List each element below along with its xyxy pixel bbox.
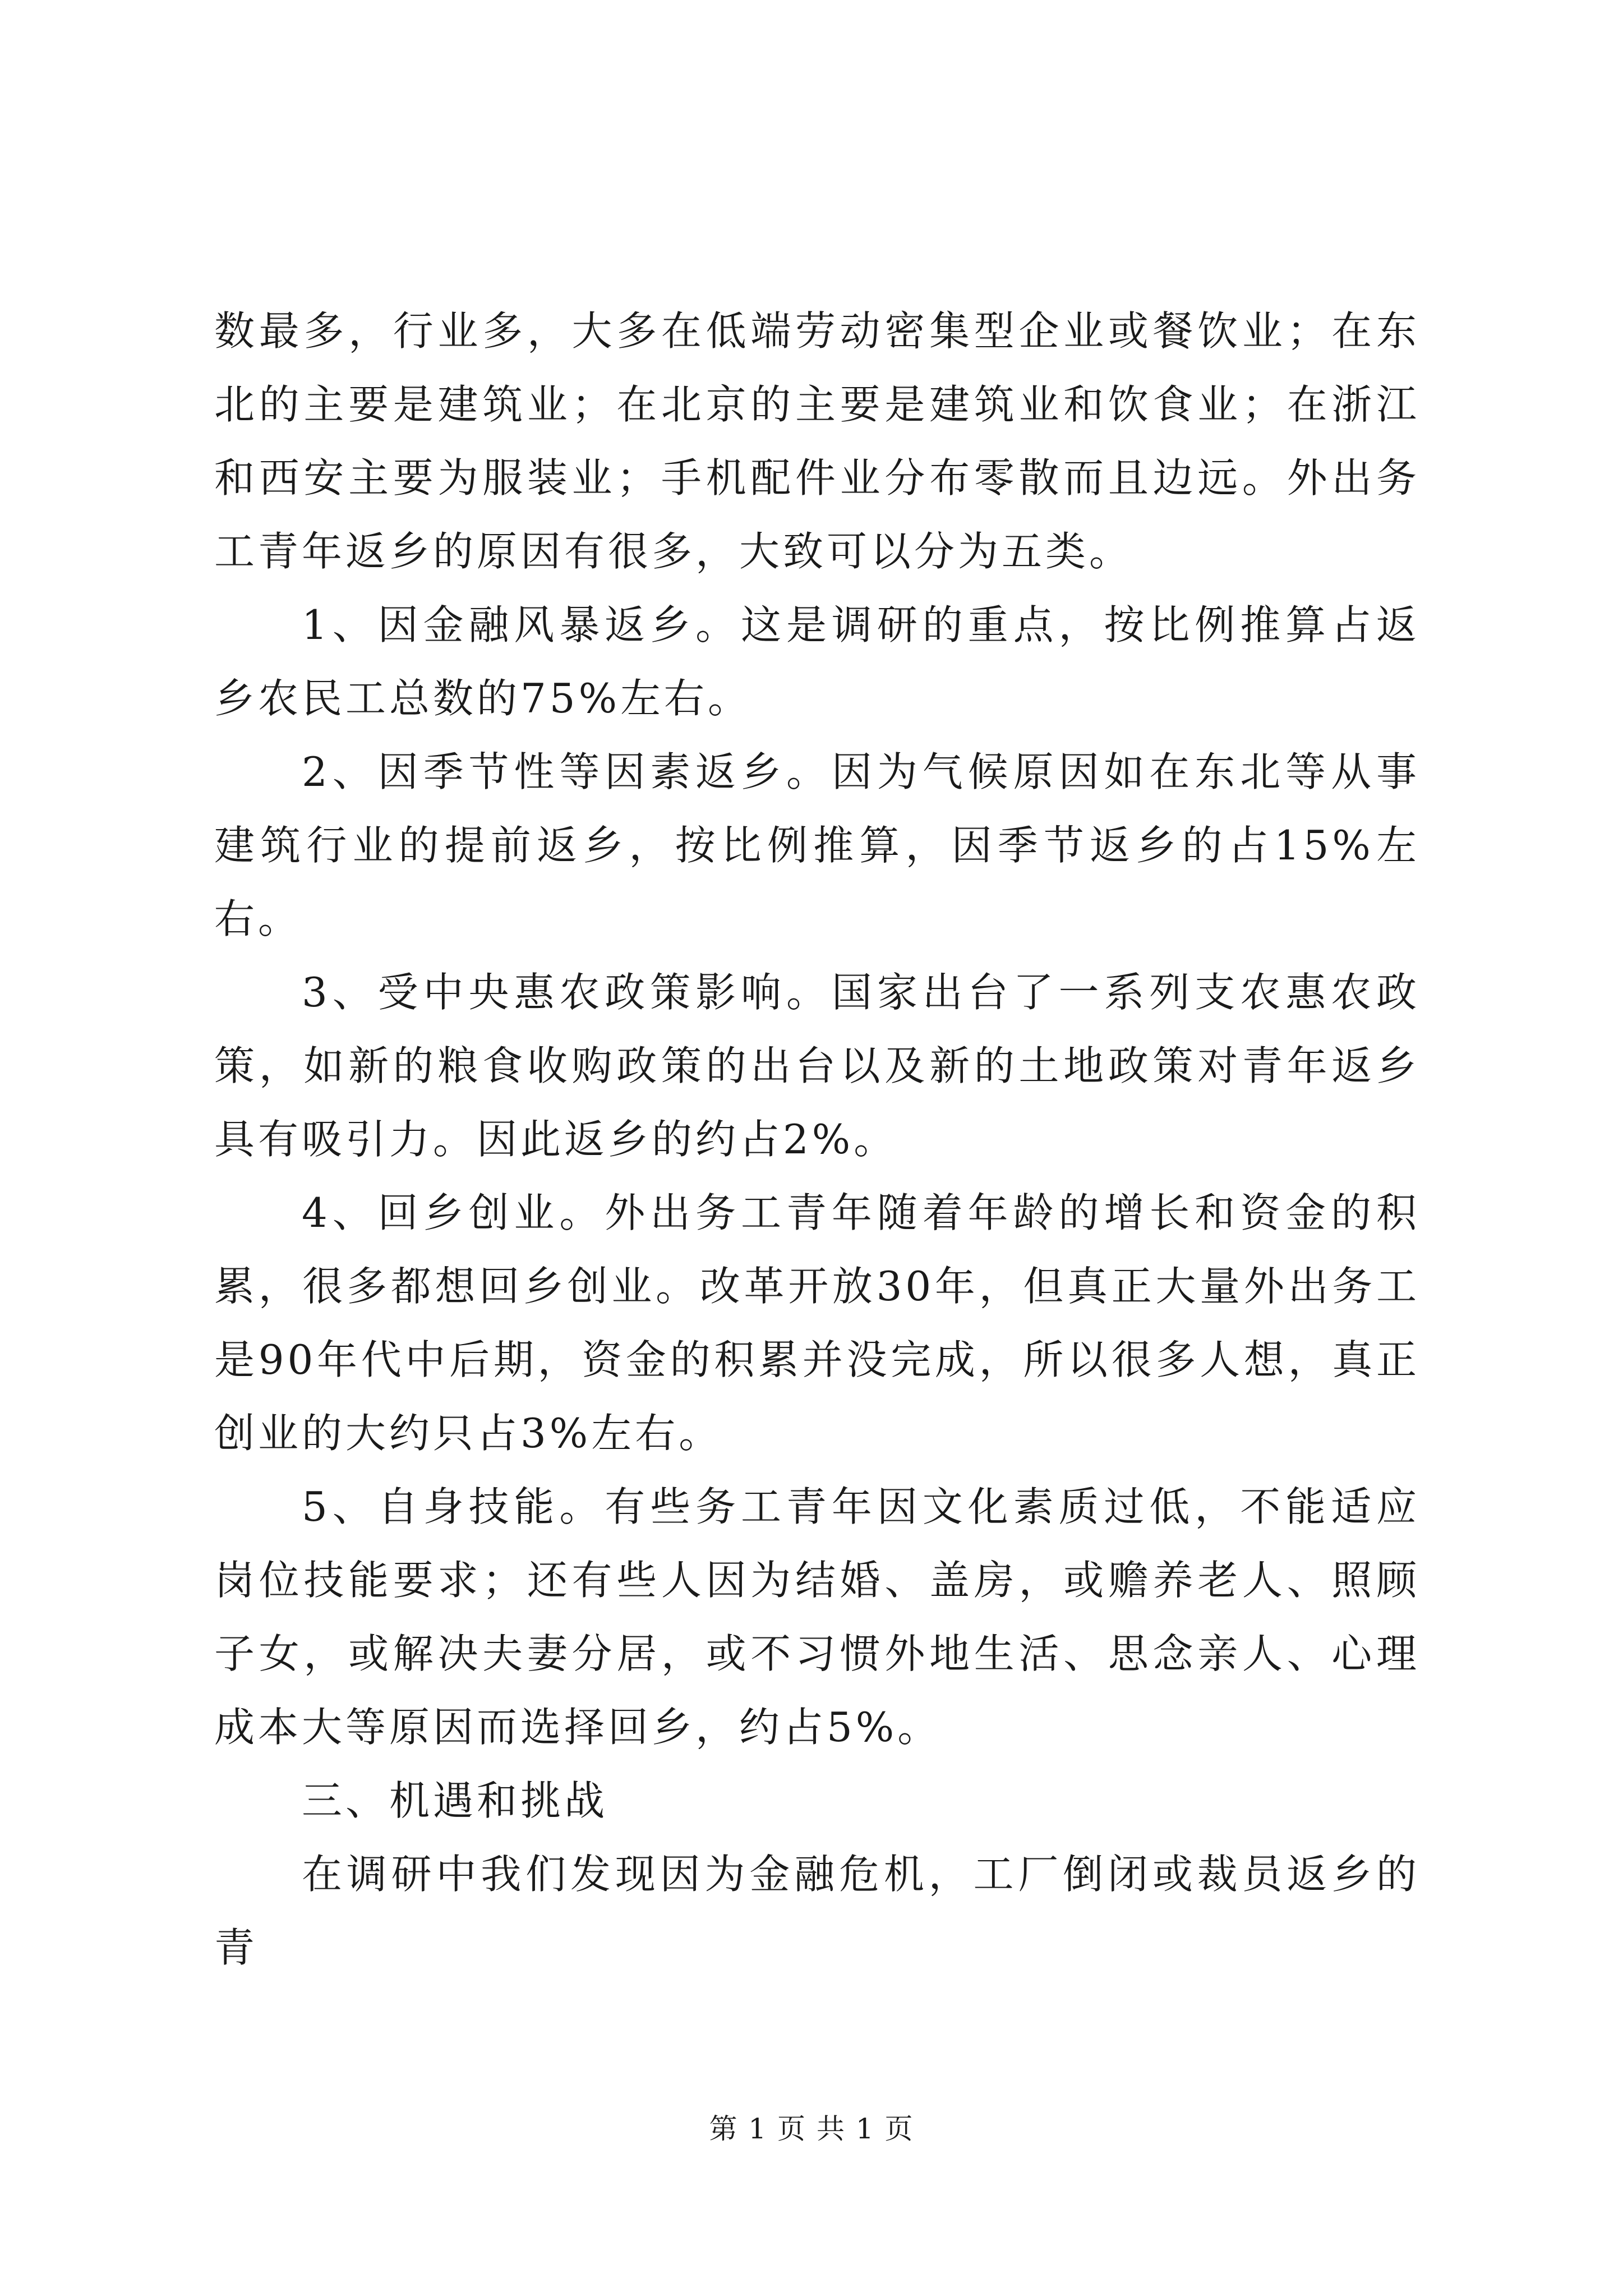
- paragraph-findings: 在调研中我们发现因为金融危机，工厂倒闭或裁员返乡的青: [214, 1851, 1420, 1971]
- paragraph-reason-3: 3、受中央惠农政策影响。国家出台了一系列支农惠农政策，如新的粮食收购政策的出台以及新的土地政策对青年返乡具有吸引力。因此返乡的约占2%。: [214, 969, 1420, 1163]
- section-heading: 三、机遇和挑战: [302, 1777, 608, 1824]
- paragraph-reason-2: 2、因季节性等因素返乡。因为气候原因如在东北等从事建筑行业的提前返乡，按比例推算，因季节返乡的占15%左右。: [214, 748, 1420, 942]
- page-footer: 第 1 页 共 1 页: [709, 2113, 914, 2145]
- paragraph-reason-5: 5、自身技能。有些务工青年因文化素质过低，不能适应岗位技能要求；还有些人因为结婚、盖房，或赡养老人、照顾子女，或解决夫妻分居，或不习惯外地生活、思念亲人、心理成本大等原因而选择回乡，约占5%。: [214, 1483, 1420, 1751]
- document-body: [214, 295, 1420, 1985]
- paragraph-reason-1: 1、因金融风暴返乡。这是调研的重点，按比例推算占返乡农民工总数的75%左右。: [214, 601, 1420, 722]
- paragraph-intro: 数最多，行业多，大多在低端劳动密集型企业或餐饮业；在东北的主要是建筑业；在北京的主要是建筑业和饮食业；在浙江和西安主要为服装业；手机配件业分布零散而且边远。外出务工青年返乡的原因有很多，大致可以分为五类。: [214, 307, 1420, 575]
- paragraph-reason-4: 4、回乡创业。外出务工青年随着年龄的增长和资金的积累，很多都想回乡创业。改革开放30年，但真正大量外出务工是90年代中后期，资金的积累并没完成，所以很多人想，真正创业的大约只占3%左右。: [214, 1189, 1420, 1457]
